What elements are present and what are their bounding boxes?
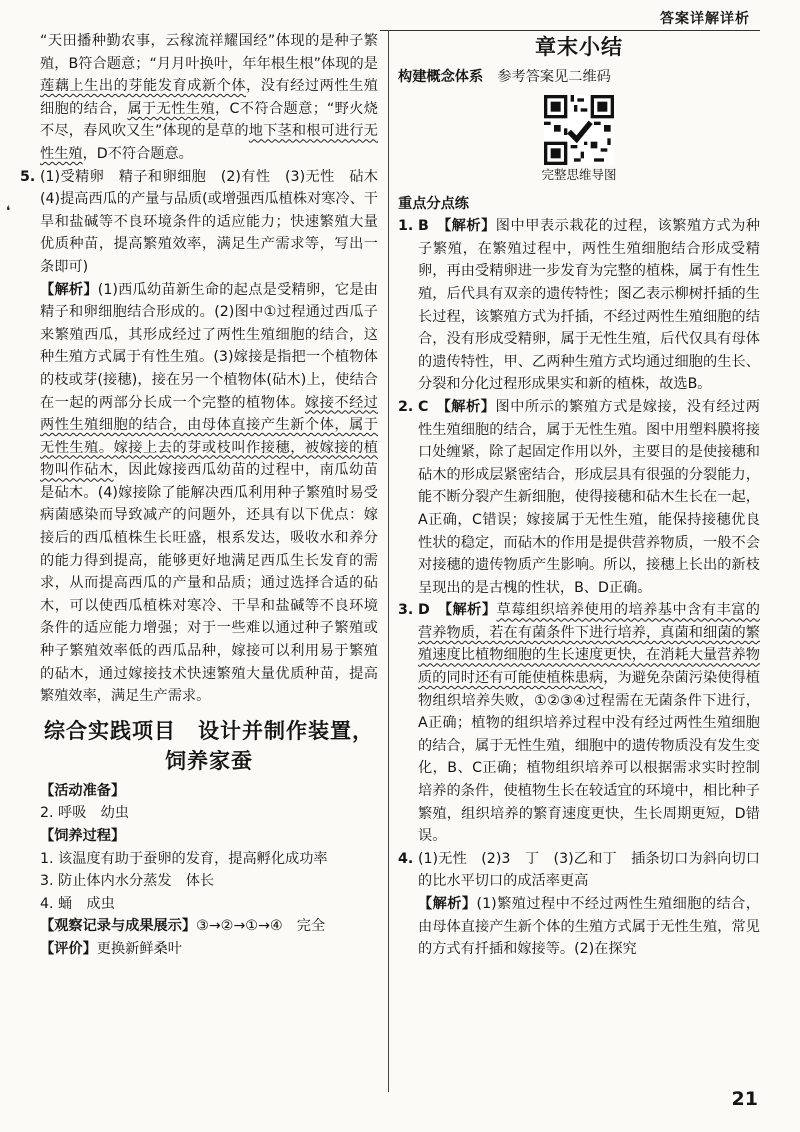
- text-run: ，C不符合题意；“野火烧不尽，春风吹又生”体现的是草的: [40, 100, 378, 140]
- prep-tag: 【活动准备】: [40, 782, 126, 799]
- margin-mark: ❛: [6, 204, 11, 219]
- question-number: 1.: [398, 218, 414, 235]
- question-2: [398, 396, 760, 599]
- project-title-line: 饲养家蚕: [165, 748, 253, 773]
- list-item: 2. 呼吸 幼虫: [40, 805, 129, 822]
- question-5: [20, 166, 393, 708]
- text-run: ，没有经过两性生殖细胞的结合，: [40, 78, 378, 117]
- project-title: [40, 716, 378, 776]
- observation-line: [40, 915, 378, 938]
- analysis-text: 图中所示的繁殖方式是嫁接，没有经过两性生殖细胞的结合，属于无性生殖。图中用塑料膜将接口处缠紧，除了起固定作用以外，主要目的是使接穗和砧木的形成层紧密结合，形成层具有很强的分裂能力，能不断分裂产生新细胞，使得接穗和砧木生长在一起，A正确，C错误；嫁接属于无性生殖，能保持接穗优良性状的稳定，而砧木的作用是提供营养物质，一般不会对接穗的遗传物质产生影响。所以，接穗上长出的新枝呈现出的是古槐的性状，B、D正确。: [418, 398, 760, 596]
- analysis-text: 图中甲表示栽花的过程，该繁殖方式为种子繁殖，在繁殖过程中，两性生殖细胞结合形成受精卵，再由受精卵进一步发育为完整的植株，属于有性生殖，后代具有双亲的遗传特性；图乙表示柳树扦插的生长过程，该繁殖方式为扦插，不经过两性生殖细胞的结合，没有形成受精卵，属于无性生殖，后代仅具有母体的遗传特性，甲、乙两种生殖方式均通过细胞的生长、分裂和分化过程形成果实和新的植株，故选B。: [418, 218, 760, 393]
- list-item: 3. 防止体内水分蒸发 体长: [40, 873, 215, 890]
- answer-letter: D: [418, 602, 430, 619]
- question-number: 3.: [398, 602, 414, 619]
- list-item: 4. 蛹 成虫: [40, 895, 115, 912]
- text-run: 更换新鲜桑叶: [96, 940, 182, 957]
- underlined-text: 属于无性生殖: [127, 100, 215, 117]
- concept-line: [398, 66, 760, 89]
- evaluation-line: [40, 938, 378, 961]
- analysis-text: (1)繁殖过程中不经过两性生殖细胞的结合，由母体直接产生新个体的生殖方式属于无性生殖，常见的方式有扦插和嫁接等。(2)在探究: [418, 896, 760, 958]
- analysis-tag: 【解析】: [40, 281, 98, 298]
- underlined-text: 地下茎和根可进行无性生殖: [40, 123, 378, 162]
- analysis-tag: 【解析】: [444, 602, 497, 619]
- text-run: ，D不符合题意。: [82, 145, 193, 162]
- text-run: ，因此嫁接西瓜幼苗的过程中，南瓜幼苗是砧木。(4)嫁接除了能解决西瓜利用种子繁殖时易受病菌感染而导致减产的问题外，还具有以下优点：嫁接后的西瓜植株生长旺盛，根系发达，吸收水和养分的能力得到提高，能够更好地满足西瓜生长发育的需求，从而提高西瓜的产量和品质；通过选择合适的砧木，可以使西瓜植株对寒冷、干旱和盐碱等不良环境条件的适应能力增强；对于一些难以通过种子繁殖或种子繁殖效率低的西瓜品种，嫁接可以利用易于繁殖的砧木，通过嫁接技术快速繁殖大量优质种苗，提高繁殖效率，满足生产需求。: [40, 462, 378, 705]
- column-divider: [388, 30, 389, 1092]
- evaluation-tag: 【评价】: [40, 940, 97, 957]
- analysis-tag: 【解析】: [444, 218, 496, 235]
- question-number: 4.: [398, 850, 414, 867]
- qr-caption: 完整思维导图: [541, 166, 617, 182]
- analysis-tag: 【解析】: [443, 398, 496, 415]
- answer-text: (1)无性 (2)3 丁 (3)乙和丁 插条切口为斜向切口的比水平切口的成活率更高: [418, 850, 760, 890]
- answer-letter: C: [418, 398, 429, 415]
- chapter-title: 章末小结: [535, 35, 623, 59]
- right-column: [398, 30, 760, 961]
- analysis-text: ，为避免杂菌污染使得植物组织培养失败，①②③④过程需在无菌条件下进行，A正确；植物的组织培养过程中没有经过两性生殖细胞的结合，属于无性生殖，细胞中的遗传物质没有发生变化，B、C正确；植物组织培养可以根据需求实时控制培养的条件，使植物生长在较适宜的环境中，相比种子繁殖，组织培养的繁育速度更快，生长周期更短，D错误。: [418, 670, 760, 845]
- text-run: (1)西瓜幼苗新生命的起点是受精卵，它是由精子和卵细胞结合形成的。(2)图中①过程通过西瓜子来繁殖西瓜，其形成经过了两性生殖细胞的结合，这种生殖方式属于有性生殖。(3)嫁接是指把一个植物体的枝或芽(接穗)，接在另一个植物体(砧木)上，使结合在一起的两部分长成一个完整的植物体。: [40, 281, 378, 411]
- left-column: [20, 30, 393, 961]
- practice-label: 重点分点练: [398, 195, 469, 212]
- raise-tag: 【饲养过程】: [40, 828, 126, 844]
- qr-code-icon[interactable]: [544, 95, 614, 165]
- underlined-text: 莲藕上生出的芽能发育成新个体: [40, 78, 247, 95]
- question-4: [398, 848, 760, 961]
- paragraph-q4-tail: [40, 30, 378, 166]
- list-item: 1. 该温度有助于蚕卵的发育，提高孵化成功率: [40, 850, 328, 867]
- underlined-text: 嫁接不经过两性生殖细胞的结合，由母体直接产生新个体，属于无性生殖。嫁接上去的芽或枝叫作接穗，被嫁接的植物叫作砧木: [40, 394, 378, 479]
- concept-label: 构建概念体系: [398, 69, 484, 85]
- question-number: 5.: [20, 168, 36, 185]
- concept-note: 参考答案见二维码: [497, 69, 611, 85]
- header-title: 答案详解详析: [660, 11, 750, 27]
- text-run: ③→②→①→④ 完全: [196, 918, 326, 935]
- project-title-line: 综合实践项目 设计并制作装置，: [44, 718, 374, 743]
- question-1: [398, 215, 760, 396]
- answer-letter: B: [418, 218, 429, 235]
- text-run: “天田播种勤农事，云稼流祥耀国经”体现的是种子繁殖，B符合题意；“月月叶换叶，年年根生根”体现的是: [40, 33, 378, 72]
- qr-block: [398, 95, 760, 183]
- observation-tag: 【观察记录与成果展示】: [40, 918, 197, 935]
- question-3: [398, 599, 760, 848]
- analysis-tag: 【解析】: [418, 896, 477, 912]
- answer-text: (1)受精卵 精子和卵细胞 (2)有性 (3)无性 砧木 (4)提高西瓜的产量与品质(或增强西瓜植株对寒冷、干旱和盐碱等不良环境条件的适应能力；快速繁殖大量优质种苗，提高繁殖效率，满足生产需求等，写出一条即可): [40, 168, 393, 275]
- analysis-paragraph: [40, 279, 378, 708]
- question-number: 2.: [398, 398, 414, 415]
- page-number: 21: [731, 1088, 758, 1110]
- underlined-text: 草莓组织培养使用的培养基中含有丰富的营养物质，若在有菌条件下进行培养，真菌和细菌的繁殖速度比植物细胞的生长速度更快，在消耗大量营养物质的同时还有可能使植株患病: [418, 602, 760, 687]
